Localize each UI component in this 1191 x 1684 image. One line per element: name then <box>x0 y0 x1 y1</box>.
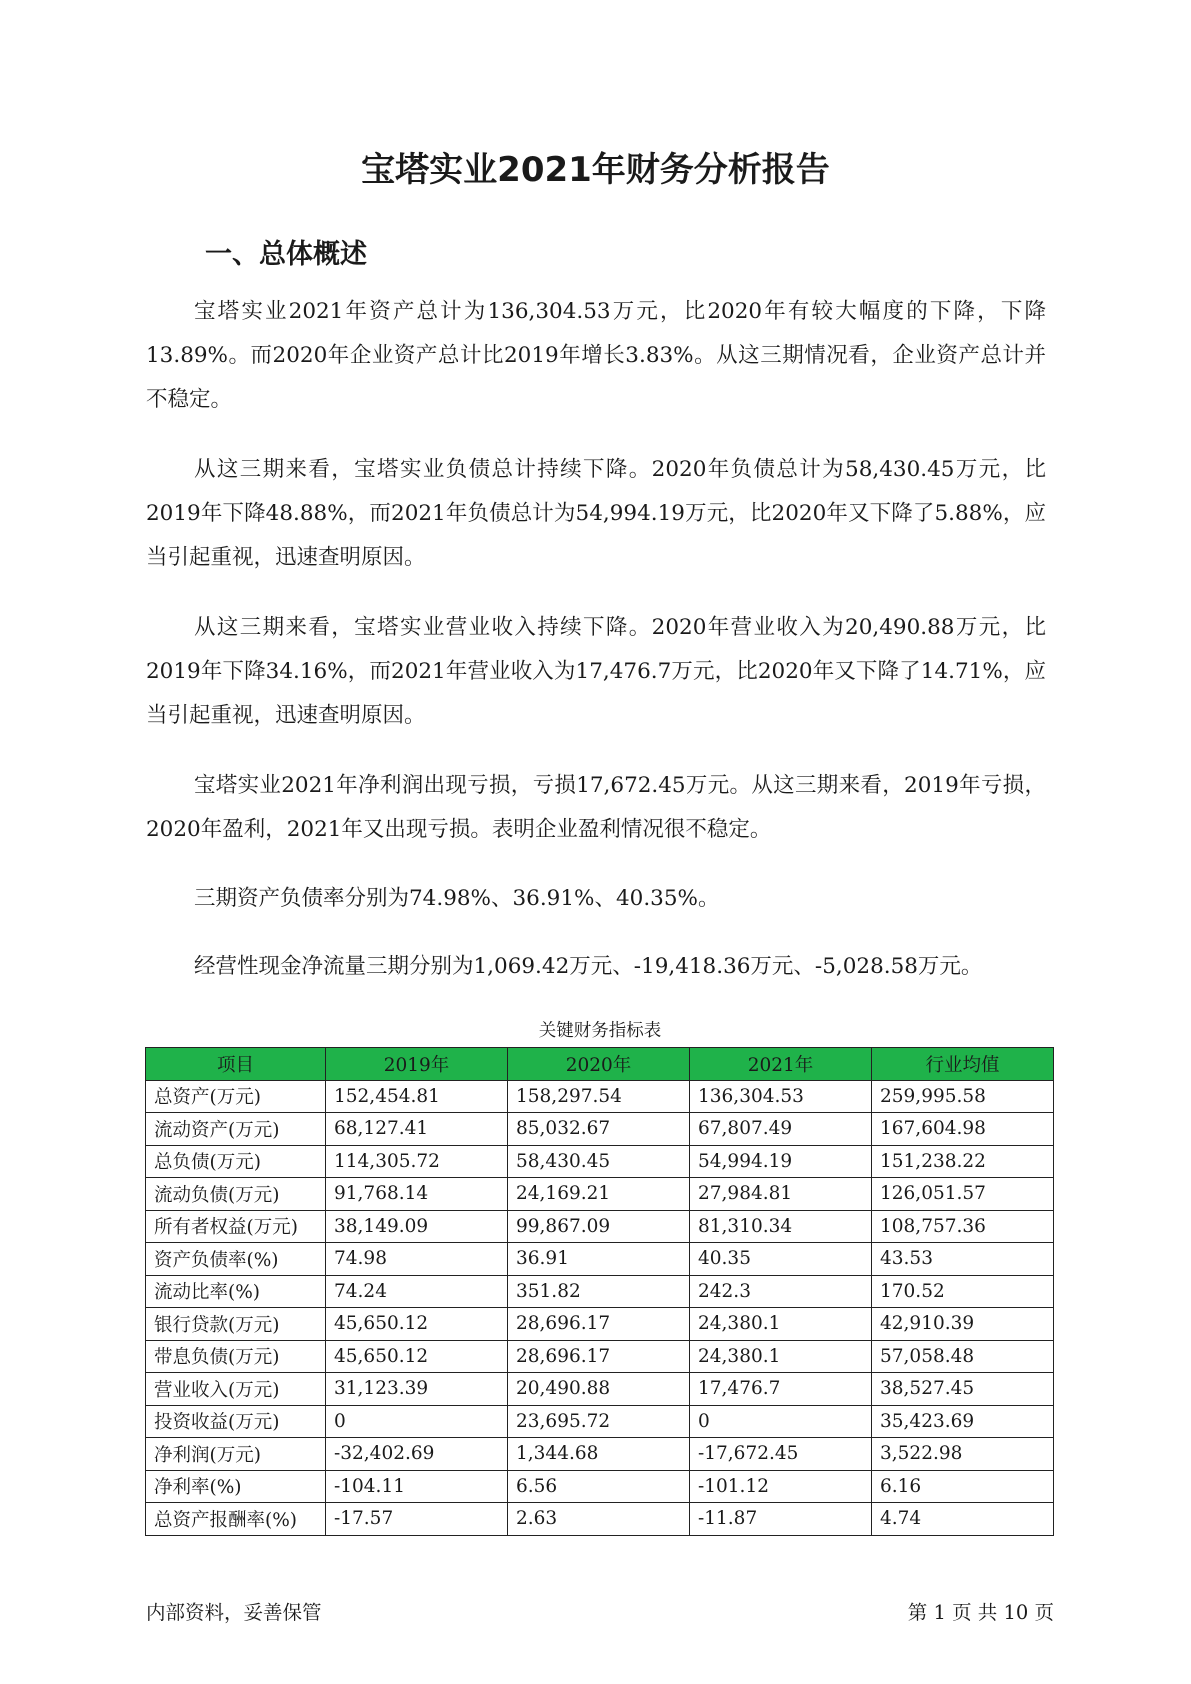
table-cell-value: 0 <box>690 1405 872 1438</box>
table-cell-value: 108,757.36 <box>872 1210 1054 1243</box>
table-cell-label: 总负债(万元) <box>146 1145 326 1178</box>
table-cell-value: 242.3 <box>690 1275 872 1308</box>
table-cell-label: 投资收益(万元) <box>146 1405 326 1438</box>
table-cell-value: -11.87 <box>690 1503 872 1536</box>
table-cell-label: 所有者权益(万元) <box>146 1210 326 1243</box>
table-cell-value: 38,149.09 <box>326 1210 508 1243</box>
table-cell-value: 158,297.54 <box>508 1080 690 1113</box>
table-cell-value: 27,984.81 <box>690 1178 872 1211</box>
table-cell-value: 24,380.1 <box>690 1340 872 1373</box>
table-cell-value: 126,051.57 <box>872 1178 1054 1211</box>
table-cell-value: 3,522.98 <box>872 1438 1054 1471</box>
table-cell-label: 净利率(%) <box>146 1470 326 1503</box>
table-cell-value: 57,058.48 <box>872 1340 1054 1373</box>
table-row <box>146 1243 1054 1276</box>
table-cell-value: 91,768.14 <box>326 1178 508 1211</box>
table-cell-value: 42,910.39 <box>872 1308 1054 1341</box>
paragraph-debt-ratio: 三期资产负债率分别为74.98%、36.91%、40.35%。 <box>194 886 720 911</box>
table-row <box>146 1438 1054 1471</box>
table-cell-value: 38,527.45 <box>872 1373 1054 1406</box>
table-cell-value: 259,995.58 <box>872 1080 1054 1113</box>
paragraph-total-assets: 宝塔实业2021年资产总计为136,304.53万元，比2020年有较大幅度的下降，下降13.89%。而2020年企业资产总计比2019年增长3.83%。从这三期情况看，企业资产总计并不稳定。 <box>146 299 1046 412</box>
header-cell-2019: 2019年 <box>326 1048 508 1081</box>
table-cell-value: 1,344.68 <box>508 1438 690 1471</box>
table-cell-value: -17.57 <box>326 1503 508 1536</box>
table-cell-value: 24,169.21 <box>508 1178 690 1211</box>
report-title: 宝塔实业2021年财务分析报告 <box>361 150 830 190</box>
table-cell-value: 24,380.1 <box>690 1308 872 1341</box>
table-cell-value: 54,994.19 <box>690 1145 872 1178</box>
header-cell-item: 项目 <box>146 1048 326 1081</box>
table-cell-value: 152,454.81 <box>326 1080 508 1113</box>
table-header-row <box>146 1048 1054 1081</box>
table-cell-value: 40.35 <box>690 1243 872 1276</box>
table-row <box>146 1373 1054 1406</box>
table-row <box>146 1275 1054 1308</box>
table-cell-value: 170.52 <box>872 1275 1054 1308</box>
table-row <box>146 1210 1054 1243</box>
table-row <box>146 1080 1054 1113</box>
table-cell-value: -104.11 <box>326 1470 508 1503</box>
key-financial-table <box>145 1047 1054 1536</box>
table-caption: 关键财务指标表 <box>538 1021 662 1041</box>
table-row <box>146 1405 1054 1438</box>
footer-page-number: 第 1 页 共 10 页 <box>907 1601 1054 1624</box>
table-cell-value: 43.53 <box>872 1243 1054 1276</box>
table-cell-value: 4.74 <box>872 1503 1054 1536</box>
table-cell-value: -17,672.45 <box>690 1438 872 1471</box>
table-row <box>146 1113 1054 1146</box>
table-row <box>146 1503 1054 1536</box>
table-cell-value: 81,310.34 <box>690 1210 872 1243</box>
table-cell-value: 28,696.17 <box>508 1308 690 1341</box>
paragraph-cash-flow: 经营性现金净流量三期分别为1,069.42万元、-19,418.36万元、-5,028.58万元。 <box>194 954 983 979</box>
table-cell-value: 23,695.72 <box>508 1405 690 1438</box>
table-cell-label: 营业收入(万元) <box>146 1373 326 1406</box>
table-cell-label: 银行贷款(万元) <box>146 1308 326 1341</box>
table-cell-value: 167,604.98 <box>872 1113 1054 1146</box>
table-cell-value: 99,867.09 <box>508 1210 690 1243</box>
table-cell-label: 总资产(万元) <box>146 1080 326 1113</box>
table-cell-value: -32,402.69 <box>326 1438 508 1471</box>
table-cell-label: 带息负债(万元) <box>146 1340 326 1373</box>
header-cell-industry-avg: 行业均值 <box>872 1048 1054 1081</box>
table-cell-value: 36.91 <box>508 1243 690 1276</box>
table-cell-value: 74.24 <box>326 1275 508 1308</box>
table-cell-value: 17,476.7 <box>690 1373 872 1406</box>
section-heading: 一、总体概述 <box>205 239 367 270</box>
table-cell-label: 流动资产(万元) <box>146 1113 326 1146</box>
table-row <box>146 1308 1054 1341</box>
table-cell-label: 流动负债(万元) <box>146 1178 326 1211</box>
footer-confidential-note: 内部资料，妥善保管 <box>146 1601 322 1624</box>
paragraph-net-profit: 宝塔实业2021年净利润出现亏损，亏损17,672.45万元。从这三期来看，2019年亏损，2020年盈利，2021年又出现亏损。表明企业盈利情况很不稳定。 <box>146 773 1046 842</box>
table-cell-label: 流动比率(%) <box>146 1275 326 1308</box>
table-cell-value: 6.56 <box>508 1470 690 1503</box>
table-cell-value: 136,304.53 <box>690 1080 872 1113</box>
table-cell-value: 45,650.12 <box>326 1308 508 1341</box>
table-row <box>146 1340 1054 1373</box>
table-cell-value: 35,423.69 <box>872 1405 1054 1438</box>
table-cell-value: 6.16 <box>872 1470 1054 1503</box>
table-row <box>146 1470 1054 1503</box>
table-cell-value: -101.12 <box>690 1470 872 1503</box>
table-cell-value: 20,490.88 <box>508 1373 690 1406</box>
table-cell-label: 总资产报酬率(%) <box>146 1503 326 1536</box>
header-cell-2020: 2020年 <box>508 1048 690 1081</box>
table-cell-value: 351.82 <box>508 1275 690 1308</box>
table-cell-value: 2.63 <box>508 1503 690 1536</box>
table-cell-value: 31,123.39 <box>326 1373 508 1406</box>
table-cell-value: 67,807.49 <box>690 1113 872 1146</box>
table-row <box>146 1145 1054 1178</box>
table-cell-label: 净利润(万元) <box>146 1438 326 1471</box>
table-cell-value: 28,696.17 <box>508 1340 690 1373</box>
table-cell-value: 74.98 <box>326 1243 508 1276</box>
table-cell-value: 58,430.45 <box>508 1145 690 1178</box>
table-cell-value: 68,127.41 <box>326 1113 508 1146</box>
table-cell-value: 85,032.67 <box>508 1113 690 1146</box>
table-cell-value: 45,650.12 <box>326 1340 508 1373</box>
paragraph-revenue: 从这三期来看，宝塔实业营业收入持续下降。2020年营业收入为20,490.88万元，比2019年下降34.16%，而2021年营业收入为17,476.7万元，比2020年又下降了14.71%，应当引起重视，迅速查明原因。 <box>146 615 1046 728</box>
table-cell-value: 0 <box>326 1405 508 1438</box>
paragraph-total-liabilities: 从这三期来看，宝塔实业负债总计持续下降。2020年负债总计为58,430.45万元，比2019年下降48.88%，而2021年负债总计为54,994.19万元，比2020年又下降了5.88%，应当引起重视，迅速查明原因。 <box>146 457 1046 570</box>
header-cell-2021: 2021年 <box>690 1048 872 1081</box>
table-cell-value: 151,238.22 <box>872 1145 1054 1178</box>
table-row <box>146 1178 1054 1211</box>
table-cell-label: 资产负债率(%) <box>146 1243 326 1276</box>
table-cell-value: 114,305.72 <box>326 1145 508 1178</box>
